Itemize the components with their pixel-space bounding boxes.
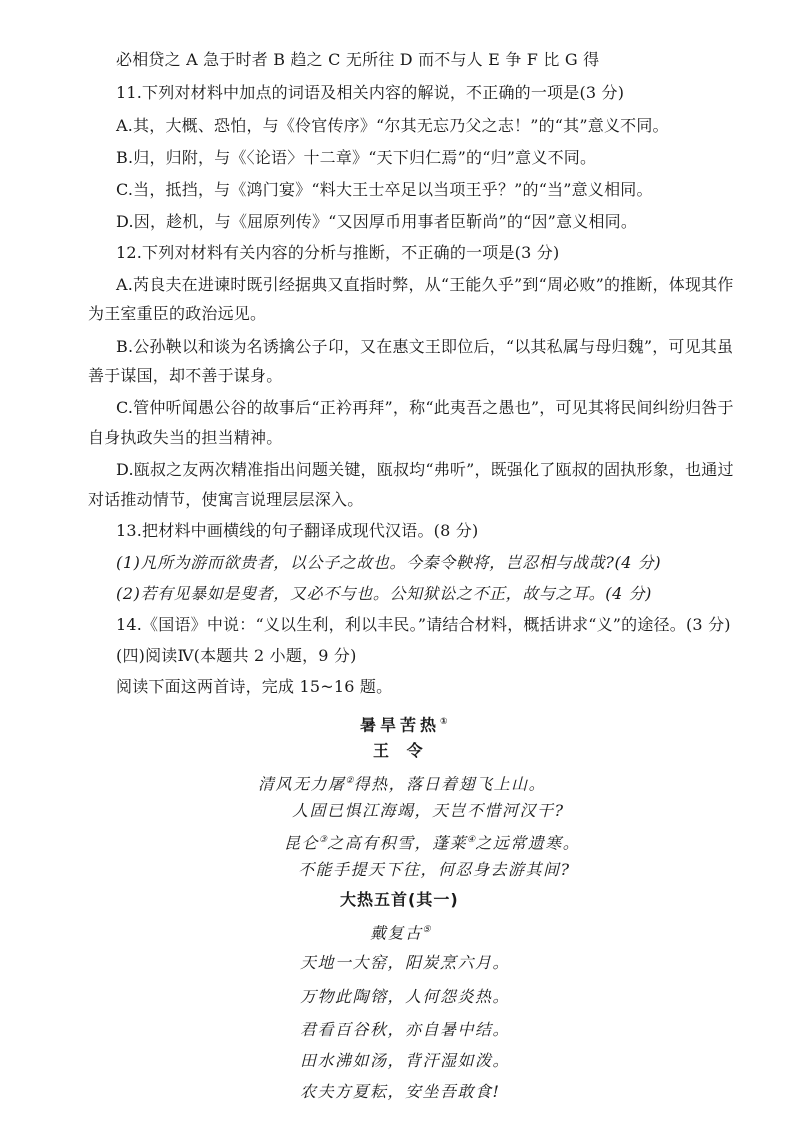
reading-instruction: 阅读下面这两首诗，完成 15~16 题。 [116,677,393,696]
poem1-title-text: 暑旱苦热 [360,715,441,735]
question-11-option-d: D.因，趁机，与《屈原列传》“又因厚币用事者臣靳尚”的“因”意义相同。 [116,212,638,231]
question-12-option-c: C.管仲听闻愚公谷的故事后“正衿再拜”，称“此夷吾之愚也”，可见其将民间纠纷归咎于 [116,398,734,417]
poem2-line-2: 万物此陶镕，人何怨炎热。 [300,987,511,1006]
poem1-line-3-b: 之高有积雪，蓬莱 [327,833,468,853]
question-12-option-d-cont: 对话推动情节，使寓言说理层层深入。 [88,490,364,509]
question-13-sentence-1: (1)凡所为游而欲贵者，以公子之故也。今秦令鞅将，岂忍相与战哉?(4 分) [116,553,662,572]
poem1-line-3-c: 之远常遗寒。 [475,833,581,853]
question-11-option-b: B.归，归附，与《〈论语〉十二章》“天下归仁焉”的“归”意义不同。 [116,148,597,167]
question-13: 13.把材料中画横线的句子翻译成现代汉语。(8 分) [116,521,479,540]
poem2-line-1: 天地一大窑，阳炭烹六月。 [300,953,511,972]
poem1-title-note: ① [440,717,448,727]
question-12-option-b-cont: 善于谋国，却不善于谋身。 [88,366,283,385]
question-11-option-a: A.其，大概、恐怕，与《伶官传序》“尔其无忘乃父之志！”的“其”意义不同。 [116,116,669,135]
footnote-marker: ② [345,776,354,786]
poem2-line-4: 田水沸如汤，背汗湿如泼。 [300,1051,511,1070]
question-11: 11.下列对材料中加点的词语及相关内容的解说，不正确的一项是(3 分) [116,83,625,102]
poem2-author-note: ⑤ [422,925,431,935]
question-12: 12.下列对材料有关内容的分析与推断，不正确的一项是(3 分) [116,243,560,262]
option-list-line: 必相贷之 A 急于时者 B 趋之 C 无所往 D 而不与人 E 争 F 比 G 得 [116,50,600,69]
question-12-option-b: B.公孙鞅以和谈为名诱擒公子卬，又在惠文王即位后，“以其私属与母归魏”，可见其虽 [116,337,734,356]
question-14: 14.《国语》中说：“义以生利，利以丰民。”请结合材料，概括讲求“义”的途径。(3 分) [116,615,731,634]
poem1-author: 王 令 [373,741,429,760]
poem1-line-2: 人固已惧江海竭，天岂不惜河汉干? [292,801,565,820]
question-13-sentence-2: (2)若有见暴如是叟者，又必不与也。公知狱讼之不正，故与之耳。(4 分) [116,584,653,603]
poem1-line-1-b: 得热，落日着翅飞上山。 [353,774,547,794]
question-12-option-d: D.瓯叔之友两次精准指出问题关键，瓯叔均“弗听”，既强化了瓯叔的固执形象，也通过 [116,460,734,479]
question-12-option-c-cont: 自身执政失当的担当精神。 [88,428,283,447]
footnote-marker: ④ [467,835,476,845]
question-12-option-a-cont: 为王室重臣的政治远见。 [88,304,267,323]
question-12-option-a: A.芮良夫在进谏时既引经据典又直指时弊，从“王能久乎”到“周必败”的推断，体现其作 [116,275,734,294]
section-heading: (四)阅读Ⅳ(本题共 2 小题，9 分) [116,646,357,665]
poem2-title: 大热五首(其一) [340,890,459,909]
poem1-title [360,712,448,735]
footnote-marker: ③ [319,835,328,845]
poem1-line-4: 不能手提天下往，何忍身去游其间? [298,860,571,879]
poem1-line-1 [258,771,546,794]
poem2-author [370,920,431,943]
poem2-line-3: 君看百谷秋，亦自暑中结。 [300,1020,511,1039]
question-11-option-c: C.当，抵挡，与《鸿门宴》“料大王士卒足以当项王乎？”的“当”意义相同。 [116,180,653,199]
poem2-author-text: 戴复古 [370,923,423,943]
poem1-line-3 [284,830,580,853]
poem2-line-5: 农夫方夏耘，安坐吾敢食! [300,1082,501,1101]
poem1-line-1-a: 清风无力屠 [258,774,346,794]
poem1-line-3-a: 昆仑 [284,833,320,853]
